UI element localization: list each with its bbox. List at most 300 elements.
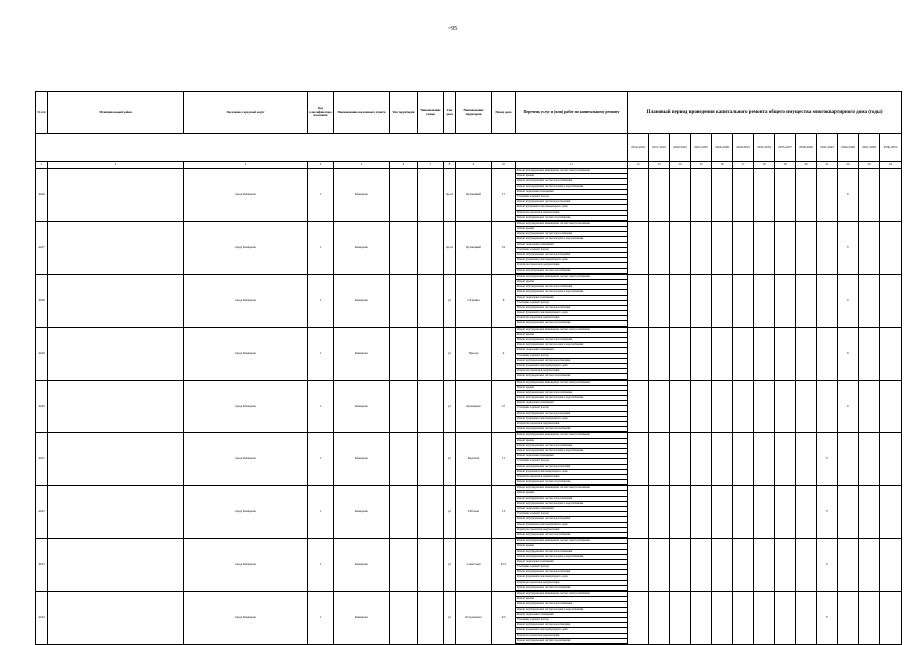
work-item: Ремонт внутридомовых систем холодного водоснабжения xyxy=(516,343,627,348)
plan-cell xyxy=(649,539,670,592)
row-empty-a xyxy=(390,380,418,433)
column-number: 14 xyxy=(670,162,691,169)
row-locality: Кемерово xyxy=(334,539,390,592)
row-house: 13 xyxy=(492,486,516,539)
row-locality: Кемерово xyxy=(334,380,390,433)
column-number: 18 xyxy=(754,162,775,169)
row-num: 4430 xyxy=(36,380,48,433)
year-label: 2044-2046 xyxy=(838,134,859,162)
plan-cell xyxy=(859,539,880,592)
column-number: 17 xyxy=(733,162,754,169)
plan-cell xyxy=(649,274,670,327)
row-works-list xyxy=(516,221,628,274)
plan-cell xyxy=(670,433,691,486)
row-settlement: город Кемерово xyxy=(184,539,308,592)
table-row xyxy=(36,169,902,222)
row-code: 1 xyxy=(308,539,334,592)
capital-repair-table xyxy=(35,91,902,645)
year-label: 2026-2028 xyxy=(712,134,733,162)
work-item: Ремонт внутридомовых систем газоснабжения xyxy=(516,480,627,485)
table-row xyxy=(36,433,902,486)
header-house-type: Тип дома xyxy=(444,92,456,134)
row-locality: Кемерово xyxy=(334,169,390,222)
row-num: 4431 xyxy=(36,433,48,486)
plan-cell xyxy=(796,380,817,433)
work-item: Ремонт фундамента многоквартирного дома xyxy=(516,417,627,422)
year-label: 2017-2019 xyxy=(649,134,670,162)
work-item: Ремонт крыши xyxy=(516,280,627,285)
row-street: Рабочая xyxy=(456,486,492,539)
work-item: Ремонт внутридомовых систем водоотведения xyxy=(516,517,627,522)
row-street: Проезд xyxy=(456,327,492,380)
plan-cell xyxy=(670,380,691,433)
plan-cell xyxy=(838,433,859,486)
work-item: Разработка проектной документации xyxy=(516,475,627,480)
plan-cell xyxy=(796,539,817,592)
plan-cell xyxy=(775,274,796,327)
work-item: Ремонт крыши xyxy=(516,597,627,602)
column-number: 10 xyxy=(492,162,516,169)
plan-cell xyxy=(817,327,838,380)
plan-cell xyxy=(775,486,796,539)
plan-cell xyxy=(733,592,754,645)
plan-cell xyxy=(796,274,817,327)
row-mun xyxy=(48,433,184,486)
work-item: Ремонт крыши xyxy=(516,227,627,232)
work-item: Ремонт внутридомовых систем водоотведения xyxy=(516,200,627,205)
work-item: Утепление и ремонт фасада xyxy=(516,459,627,464)
plan-cell xyxy=(880,221,902,274)
column-number: 3 xyxy=(184,162,308,169)
plan-cell xyxy=(649,486,670,539)
plan-cell xyxy=(754,380,775,433)
row-num: 4433 xyxy=(36,539,48,592)
row-num: 4432 xyxy=(36,486,48,539)
work-item: Ремонт внутридомовых систем водоотведения xyxy=(516,570,627,575)
work-item: Ремонт внутридомовых систем теплоснабжения xyxy=(516,338,627,343)
header-code: Код классификатора поселения xyxy=(308,92,334,134)
plan-cell xyxy=(649,380,670,433)
row-code: 1 xyxy=(308,380,334,433)
year-label: 2050-2052 xyxy=(880,134,902,162)
plan-cell xyxy=(817,221,838,274)
row-street: Красная xyxy=(456,433,492,486)
header-street-type: Тип территории xyxy=(390,92,418,134)
work-item: Утепление и ремонт фасада xyxy=(516,301,627,306)
work-item: Ремонт подвальных помещений xyxy=(516,243,627,248)
plan-cell xyxy=(691,433,712,486)
header-plan: Плановый период проведения капитального ремонта общего имущества многоквартирного дома (годы) xyxy=(628,92,902,134)
plan-cell xyxy=(817,380,838,433)
row-mun xyxy=(48,486,184,539)
column-number: 13 xyxy=(649,162,670,169)
plan-cell xyxy=(733,380,754,433)
year-label: 2041-2043 xyxy=(817,134,838,162)
plan-cell xyxy=(838,539,859,592)
work-item: Ремонт внутридомовых систем газоснабжения xyxy=(516,639,627,644)
plan-cell xyxy=(859,433,880,486)
plan-cell xyxy=(691,486,712,539)
row-works-list xyxy=(516,433,628,486)
row-empty-b xyxy=(418,221,444,274)
plan-mark: V xyxy=(817,592,838,645)
plan-cell xyxy=(817,274,838,327)
work-item: Ремонт фундамента многоквартирного дома xyxy=(516,258,627,263)
row-empty-a xyxy=(390,539,418,592)
plan-mark: V xyxy=(817,486,838,539)
work-item: Разработка проектной документации xyxy=(516,316,627,321)
plan-cell xyxy=(733,539,754,592)
plan-cell xyxy=(712,221,733,274)
work-item: Ремонт внутридомовых систем холодного водоснабжения xyxy=(516,290,627,295)
plan-cell xyxy=(628,169,649,222)
plan-cell xyxy=(628,486,649,539)
row-works-list xyxy=(516,327,628,380)
row-empty-b xyxy=(418,433,444,486)
plan-cell xyxy=(859,380,880,433)
work-item: Ремонт подвальных помещений xyxy=(516,454,627,459)
plan-cell xyxy=(754,433,775,486)
row-mun xyxy=(48,169,184,222)
work-item: Ремонт внутридомовых инженерных систем электроснабжения xyxy=(516,275,627,280)
row-street: Островского xyxy=(456,592,492,645)
header-house-num: Номер дома xyxy=(492,92,516,134)
plan-cell xyxy=(817,169,838,222)
header-street: Наименование территории xyxy=(456,92,492,134)
year-label: 2014-2016 xyxy=(628,134,649,162)
row-empty-b xyxy=(418,486,444,539)
work-item: Ремонт внутридомовых систем водоотведения xyxy=(516,253,627,258)
work-item: Ремонт внутридомовых систем теплоснабжения xyxy=(516,550,627,555)
column-number: 16 xyxy=(712,162,733,169)
row-street: Гагарина xyxy=(456,274,492,327)
row-house: 27 xyxy=(492,380,516,433)
plan-mark: V xyxy=(838,327,859,380)
plan-cell xyxy=(628,221,649,274)
column-number: 22 xyxy=(838,162,859,169)
column-number: 1 xyxy=(36,162,48,169)
row-house: 17 xyxy=(492,169,516,222)
plan-cell xyxy=(796,486,817,539)
work-item: Ремонт подвальных помещений xyxy=(516,560,627,565)
plan-cell xyxy=(880,169,902,222)
work-item: Ремонт внутридомовых систем газоснабжения xyxy=(516,321,627,326)
plan-cell xyxy=(775,169,796,222)
work-item: Ремонт фундамента многоквартирного дома xyxy=(516,311,627,316)
row-code: 1 xyxy=(308,433,334,486)
work-item: Ремонт внутридомовых систем теплоснабжения xyxy=(516,444,627,449)
row-house: 8 xyxy=(492,274,516,327)
work-item: Утепление и ремонт фасада xyxy=(516,195,627,200)
row-type: ул xyxy=(444,380,456,433)
column-number: 24 xyxy=(880,162,902,169)
plan-cell xyxy=(859,169,880,222)
plan-cell xyxy=(670,221,691,274)
work-item: Ремонт внутридомовых систем холодного водоснабжения xyxy=(516,555,627,560)
row-empty-b xyxy=(418,274,444,327)
column-number: 9 xyxy=(456,162,492,169)
plan-cell xyxy=(712,433,733,486)
row-settlement: город Кемерово xyxy=(184,221,308,274)
row-mun xyxy=(48,592,184,645)
header-settlement: Поселение, городской округ xyxy=(184,92,308,134)
row-num: 4426 xyxy=(36,169,48,222)
work-item: Ремонт внутридомовых систем водоотведения xyxy=(516,359,627,364)
work-item: Ремонт внутридомовых инженерных систем электроснабжения xyxy=(516,539,627,544)
column-number: 15 xyxy=(691,162,712,169)
plan-cell xyxy=(628,433,649,486)
plan-mark: V xyxy=(817,539,838,592)
row-code: 1 xyxy=(308,274,334,327)
column-number: 20 xyxy=(796,162,817,169)
row-settlement: город Кемерово xyxy=(184,486,308,539)
row-house: 11 xyxy=(492,433,516,486)
work-item: Ремонт внутридомовых систем холодного водоснабжения xyxy=(516,237,627,242)
row-type: ул xyxy=(444,433,456,486)
row-num: 4427 xyxy=(36,221,48,274)
row-locality: Кемерово xyxy=(334,433,390,486)
plan-cell xyxy=(670,169,691,222)
work-item: Ремонт внутридомовых систем газоснабжения xyxy=(516,427,627,432)
row-street: Советская xyxy=(456,539,492,592)
row-mun xyxy=(48,380,184,433)
row-house: 4/3 xyxy=(492,592,516,645)
work-item: Ремонт внутридомовых систем холодного водоснабжения xyxy=(516,449,627,454)
plan-cell xyxy=(712,327,733,380)
work-item: Ремонт внутридомовых систем газоснабжения xyxy=(516,374,627,379)
work-item: Ремонт крыши xyxy=(516,174,627,179)
plan-cell xyxy=(712,274,733,327)
work-item: Ремонт внутридомовых инженерных систем электроснабжения xyxy=(516,328,627,333)
work-item: Ремонт внутридомовых инженерных систем электроснабжения xyxy=(516,381,627,386)
plan-cell xyxy=(628,539,649,592)
row-street: Кузнецкий xyxy=(456,221,492,274)
work-item: Ремонт внутридомовых систем холодного водоснабжения xyxy=(516,185,627,190)
work-item: Ремонт крыши xyxy=(516,544,627,549)
plan-cell xyxy=(880,380,902,433)
table-row xyxy=(36,221,902,274)
row-empty-a xyxy=(390,221,418,274)
plan-cell xyxy=(649,221,670,274)
plan-cell xyxy=(775,433,796,486)
plan-cell xyxy=(691,592,712,645)
plan-cell xyxy=(691,539,712,592)
plan-cell xyxy=(628,327,649,380)
plan-cell xyxy=(670,539,691,592)
column-number: 8 xyxy=(444,162,456,169)
plan-cell xyxy=(670,486,691,539)
row-empty-a xyxy=(390,592,418,645)
row-num: 4429 xyxy=(36,327,48,380)
row-empty-b xyxy=(418,592,444,645)
plan-cell xyxy=(754,169,775,222)
work-item: Ремонт внутридомовых систем газоснабжения xyxy=(516,269,627,274)
plan-cell xyxy=(754,539,775,592)
page-number: ~95 xyxy=(447,26,458,32)
work-item: Ремонт внутридомовых инженерных систем электроснабжения xyxy=(516,486,627,491)
row-settlement: город Кемерово xyxy=(184,592,308,645)
plan-mark: V xyxy=(838,380,859,433)
plan-cell xyxy=(796,221,817,274)
plan-cell xyxy=(859,592,880,645)
column-number: 11 xyxy=(516,162,628,169)
plan-cell xyxy=(838,592,859,645)
row-locality: Кемерово xyxy=(334,221,390,274)
plan-cell xyxy=(670,592,691,645)
plan-cell xyxy=(712,380,733,433)
work-item: Ремонт внутридомовых систем водоотведения xyxy=(516,623,627,628)
plan-cell xyxy=(880,486,902,539)
row-code: 1 xyxy=(308,327,334,380)
plan-cell xyxy=(733,486,754,539)
work-item: Ремонт внутридомовых систем газоснабжения xyxy=(516,586,627,591)
row-locality: Кемерово xyxy=(334,327,390,380)
plan-cell xyxy=(733,327,754,380)
row-locality: Кемерово xyxy=(334,274,390,327)
plan-cell xyxy=(691,274,712,327)
work-item: Утепление и ремонт фасада xyxy=(516,406,627,411)
work-item: Ремонт внутридомовых инженерных систем электроснабжения xyxy=(516,433,627,438)
row-settlement: город Кемерово xyxy=(184,380,308,433)
row-empty-a xyxy=(390,274,418,327)
work-item: Разработка проектной документации xyxy=(516,211,627,216)
plan-cell xyxy=(691,327,712,380)
plan-mark: V xyxy=(817,433,838,486)
column-number: 5 xyxy=(334,162,390,169)
plan-cell xyxy=(649,169,670,222)
plan-cell xyxy=(712,592,733,645)
plan-cell xyxy=(628,274,649,327)
plan-cell xyxy=(880,539,902,592)
row-num: 4428 xyxy=(36,274,48,327)
plan-cell xyxy=(649,327,670,380)
row-settlement: город Кемерово xyxy=(184,327,308,380)
plan-cell xyxy=(712,169,733,222)
plan-cell xyxy=(754,592,775,645)
row-works-list xyxy=(516,169,628,222)
work-item: Утепление и ремонт фасада xyxy=(516,565,627,570)
header-locality: Наименование населенного пункта xyxy=(334,92,390,134)
work-item: Ремонт внутридомовых систем холодного водоснабжения xyxy=(516,502,627,507)
work-item: Ремонт внутридомовых систем холодного водоснабжения xyxy=(516,608,627,613)
plan-cell xyxy=(859,274,880,327)
plan-cell xyxy=(754,274,775,327)
plan-cell xyxy=(880,592,902,645)
plan-cell xyxy=(733,169,754,222)
plan-cell xyxy=(670,327,691,380)
plan-cell xyxy=(838,486,859,539)
header-street-name: Наименование улицы xyxy=(418,92,444,134)
plan-cell xyxy=(859,221,880,274)
row-empty-b xyxy=(418,327,444,380)
row-empty-a xyxy=(390,486,418,539)
row-street: Кузнецкий xyxy=(456,169,492,222)
table-row xyxy=(36,380,902,433)
work-item: Ремонт внутридомовых систем водоотведения xyxy=(516,306,627,311)
row-mun xyxy=(48,539,184,592)
row-house: 19 xyxy=(492,221,516,274)
plan-cell xyxy=(733,221,754,274)
work-item: Ремонт подвальных помещений xyxy=(516,507,627,512)
year-label: 2047-2049 xyxy=(859,134,880,162)
row-works-list xyxy=(516,486,628,539)
row-type: ул xyxy=(444,327,456,380)
work-item: Ремонт внутридомовых систем холодного водоснабжения xyxy=(516,396,627,401)
plan-mark: V xyxy=(838,221,859,274)
table-row xyxy=(36,327,902,380)
row-empty-b xyxy=(418,169,444,222)
plan-cell xyxy=(775,592,796,645)
row-empty-a xyxy=(390,327,418,380)
work-item: Ремонт внутридомовых систем теплоснабжения xyxy=(516,497,627,502)
plan-mark: V xyxy=(838,169,859,222)
work-item: Ремонт внутридомовых систем теплоснабжения xyxy=(516,179,627,184)
year-label: 2035-2037 xyxy=(775,134,796,162)
work-item: Ремонт крыши xyxy=(516,333,627,338)
work-item: Ремонт фундамента многоквартирного дома xyxy=(516,205,627,210)
row-house: 4 xyxy=(492,327,516,380)
row-code: 1 xyxy=(308,486,334,539)
work-item: Разработка проектной документации xyxy=(516,634,627,639)
work-item: Ремонт подвальных помещений xyxy=(516,401,627,406)
row-empty-b xyxy=(418,539,444,592)
row-num: 4434 xyxy=(36,592,48,645)
work-item: Разработка проектной документации xyxy=(516,581,627,586)
work-item: Ремонт крыши xyxy=(516,386,627,391)
plan-cell xyxy=(796,169,817,222)
column-number: 7 xyxy=(418,162,444,169)
row-works-list xyxy=(516,380,628,433)
row-works-list xyxy=(516,592,628,645)
year-label: 2032-2034 xyxy=(754,134,775,162)
table-row xyxy=(36,486,902,539)
row-settlement: город Кемерово xyxy=(184,274,308,327)
plan-cell xyxy=(712,539,733,592)
row-type: ул xyxy=(444,539,456,592)
column-number: 4 xyxy=(308,162,334,169)
plan-cell xyxy=(691,169,712,222)
column-number: 21 xyxy=(817,162,838,169)
work-item: Ремонт внутридомовых систем водоотведения xyxy=(516,465,627,470)
work-item: Утепление и ремонт фасада xyxy=(516,354,627,359)
plan-cell xyxy=(754,221,775,274)
plan-cell xyxy=(859,327,880,380)
work-item: Разработка проектной документации xyxy=(516,263,627,268)
row-street: Кузнецкая xyxy=(456,380,492,433)
table-row xyxy=(36,274,902,327)
plan-cell xyxy=(649,433,670,486)
header-mun: Муниципальный район xyxy=(48,92,184,134)
row-empty-a xyxy=(390,169,418,222)
column-number: 19 xyxy=(775,162,796,169)
work-item: Ремонт внутридомовых систем теплоснабжения xyxy=(516,285,627,290)
work-item: Ремонт фундамента многоквартирного дома xyxy=(516,628,627,633)
row-settlement: город Кемерово xyxy=(184,433,308,486)
plan-cell xyxy=(691,380,712,433)
table-row xyxy=(36,592,902,645)
work-item: Утепление и ремонт фасада xyxy=(516,248,627,253)
plan-cell xyxy=(880,433,902,486)
plan-cell xyxy=(880,274,902,327)
year-label: 2038-2040 xyxy=(796,134,817,162)
row-settlement: город Кемерово xyxy=(184,169,308,222)
column-number: 2 xyxy=(48,162,184,169)
plan-cell xyxy=(733,433,754,486)
row-works-list xyxy=(516,539,628,592)
work-item: Ремонт фундамента многоквартирного дома xyxy=(516,364,627,369)
work-item: Ремонт внутридомовых систем теплоснабжения xyxy=(516,602,627,607)
work-item: Ремонт внутридомовых инженерных систем электроснабжения xyxy=(516,169,627,174)
